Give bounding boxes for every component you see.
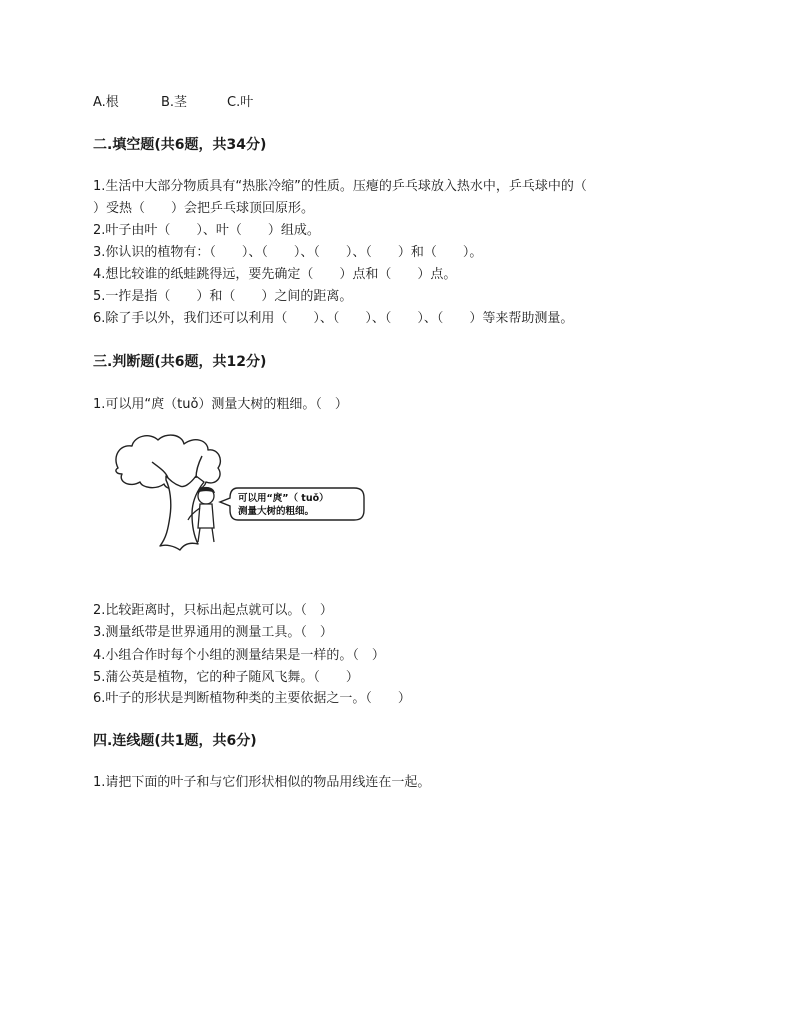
section-2-title: 二.填空题(共6题，共34分) (93, 137, 267, 153)
fill-question-4: 4.想比较谁的纸蛙跳得远，要先确定（ ）点和（ ）点。 (93, 267, 457, 282)
judge-question-1: 1.可以用“庹（tuǒ）测量大树的粗细。（ ） (93, 397, 348, 412)
section-3-title: 三.判断题(共6题，共12分) (93, 354, 267, 370)
fill-question-6: 6.除了手以外，我们还可以利用（ ）、（ ）、（ ）、（ ）等来帮助测量。 (93, 311, 574, 326)
fill-question-5: 5.一拃是指（ ）和（ ）之间的距离。 (93, 289, 353, 304)
fill-question-1-line-2: ）受热（ ）会把乒乓球顶回原形。 (93, 201, 315, 216)
option-a[interactable]: A.根 (93, 95, 119, 110)
section-4-title: 四.连线题(共1题，共6分) (93, 733, 257, 749)
option-c[interactable]: C.叶 (227, 95, 254, 110)
bubble-text-line-2: 测量大树的粗细。 (238, 506, 315, 517)
judge-question-3: 3.测量纸带是世界通用的测量工具。（ ） (93, 625, 333, 640)
judge-question-4: 4.小组合作时每个小组的测量结果是一样的。（ ） (93, 648, 385, 663)
option-b[interactable]: B.茎 (161, 95, 188, 110)
bubble-text-line-1: 可以用“庹”（ tuǒ） (238, 493, 329, 504)
judge-question-5: 5.蒲公英是植物，它的种子随风飞舞。（ ） (93, 670, 359, 685)
previous-question-options (93, 93, 253, 113)
tree-measuring-illustration (108, 432, 370, 556)
fill-question-1-line-1: 1.生活中大部分物质具有“热胀冷缩”的性质。压瘪的乒乓球放入热水中，乒乓球中的（ (93, 179, 587, 194)
judge-question-6: 6.叶子的形状是判断植物种类的主要依据之一。（ ） (93, 691, 411, 706)
fill-question-3: 3.你认识的植物有：（ ）、（ ）、（ ）、（ ）和（ ）。 (93, 245, 483, 260)
fill-question-2: 2.叶子由叶（ ）、叶（ ）组成。 (93, 223, 320, 238)
match-question-1: 1.请把下面的叶子和与它们形状相似的物品用线连在一起。 (93, 775, 431, 790)
judge-question-2: 2.比较距离时，只标出起点就可以。（ ） (93, 603, 333, 618)
